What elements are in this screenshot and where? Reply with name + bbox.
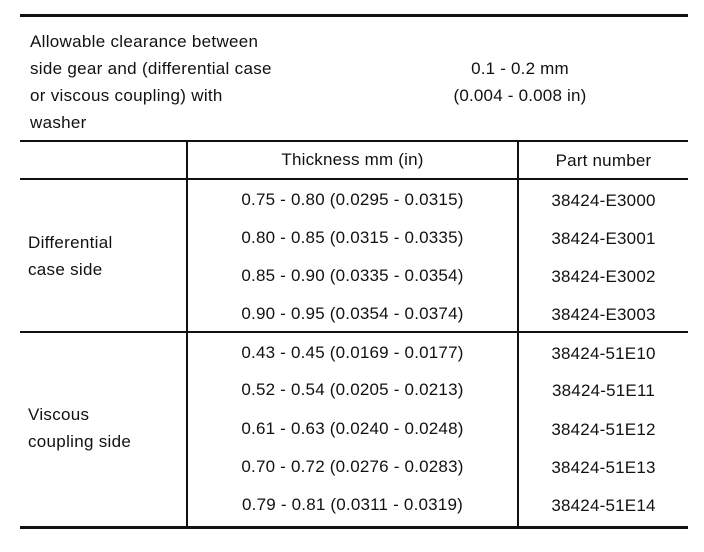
part-number-cell: 38424-E3002 <box>551 267 656 286</box>
part-number-cell: 38424-E3000 <box>551 191 656 210</box>
thickness-cell: 0.85 - 0.90 (0.0335 - 0.0354) <box>241 266 464 285</box>
clearance-label-line: or viscous coupling) with <box>30 86 223 105</box>
clearance-value-mm: 0.1 - 0.2 mm <box>471 59 569 78</box>
group-label-line: Viscous <box>28 405 90 424</box>
thickness-cell: 0.75 - 0.80 (0.0295 - 0.0315) <box>241 190 464 209</box>
thickness-cell: 0.61 - 0.63 (0.0240 - 0.0248) <box>241 419 464 438</box>
clearance-label-line: side gear and (differential case <box>30 59 272 78</box>
thickness-cell: 0.70 - 0.72 (0.0276 - 0.0283) <box>241 457 464 476</box>
thickness-cell: 0.90 - 0.95 (0.0354 - 0.0374) <box>241 304 464 323</box>
viscous-coupling-side-label <box>28 401 131 455</box>
group-label-line: coupling side <box>28 432 132 451</box>
thickness-column-header: Thickness mm (in) <box>281 150 424 169</box>
thickness-cell: 0.80 - 0.85 (0.0315 - 0.0335) <box>241 228 464 247</box>
part-number-cell: 38424-E3003 <box>551 305 656 324</box>
group-label-line: case side <box>28 260 103 279</box>
part-number-cell: 38424-E3001 <box>551 229 656 248</box>
part-number-column-header: Part number <box>555 151 652 170</box>
bottom-rule <box>20 526 688 529</box>
clearance-value-in: (0.004 - 0.008 in) <box>453 86 587 105</box>
part-number-cell: 38424-51E10 <box>551 344 656 363</box>
thickness-cell: 0.79 - 0.81 (0.0311 - 0.0319) <box>242 495 463 514</box>
clearance-label <box>30 28 272 136</box>
group-divider-rule <box>20 331 688 333</box>
thickness-cell: 0.52 - 0.54 (0.0205 - 0.0213) <box>241 380 464 399</box>
top-rule <box>20 14 688 17</box>
part-number-cell: 38424-51E11 <box>551 381 656 400</box>
column-header-rule <box>20 178 688 180</box>
part-number-cell: 38424-51E12 <box>551 420 656 439</box>
clearance-label-line: Allowable clearance between <box>30 32 259 51</box>
part-number-cell: 38424-51E13 <box>551 458 656 477</box>
part-number-cell: 38424-51E14 <box>551 496 656 515</box>
header-rule <box>20 140 688 142</box>
thickness-cell: 0.43 - 0.45 (0.0169 - 0.0177) <box>241 343 464 362</box>
differential-case-side-label <box>28 229 113 283</box>
group-label-line: Differential <box>28 233 113 252</box>
clearance-label-line: washer <box>30 113 87 132</box>
